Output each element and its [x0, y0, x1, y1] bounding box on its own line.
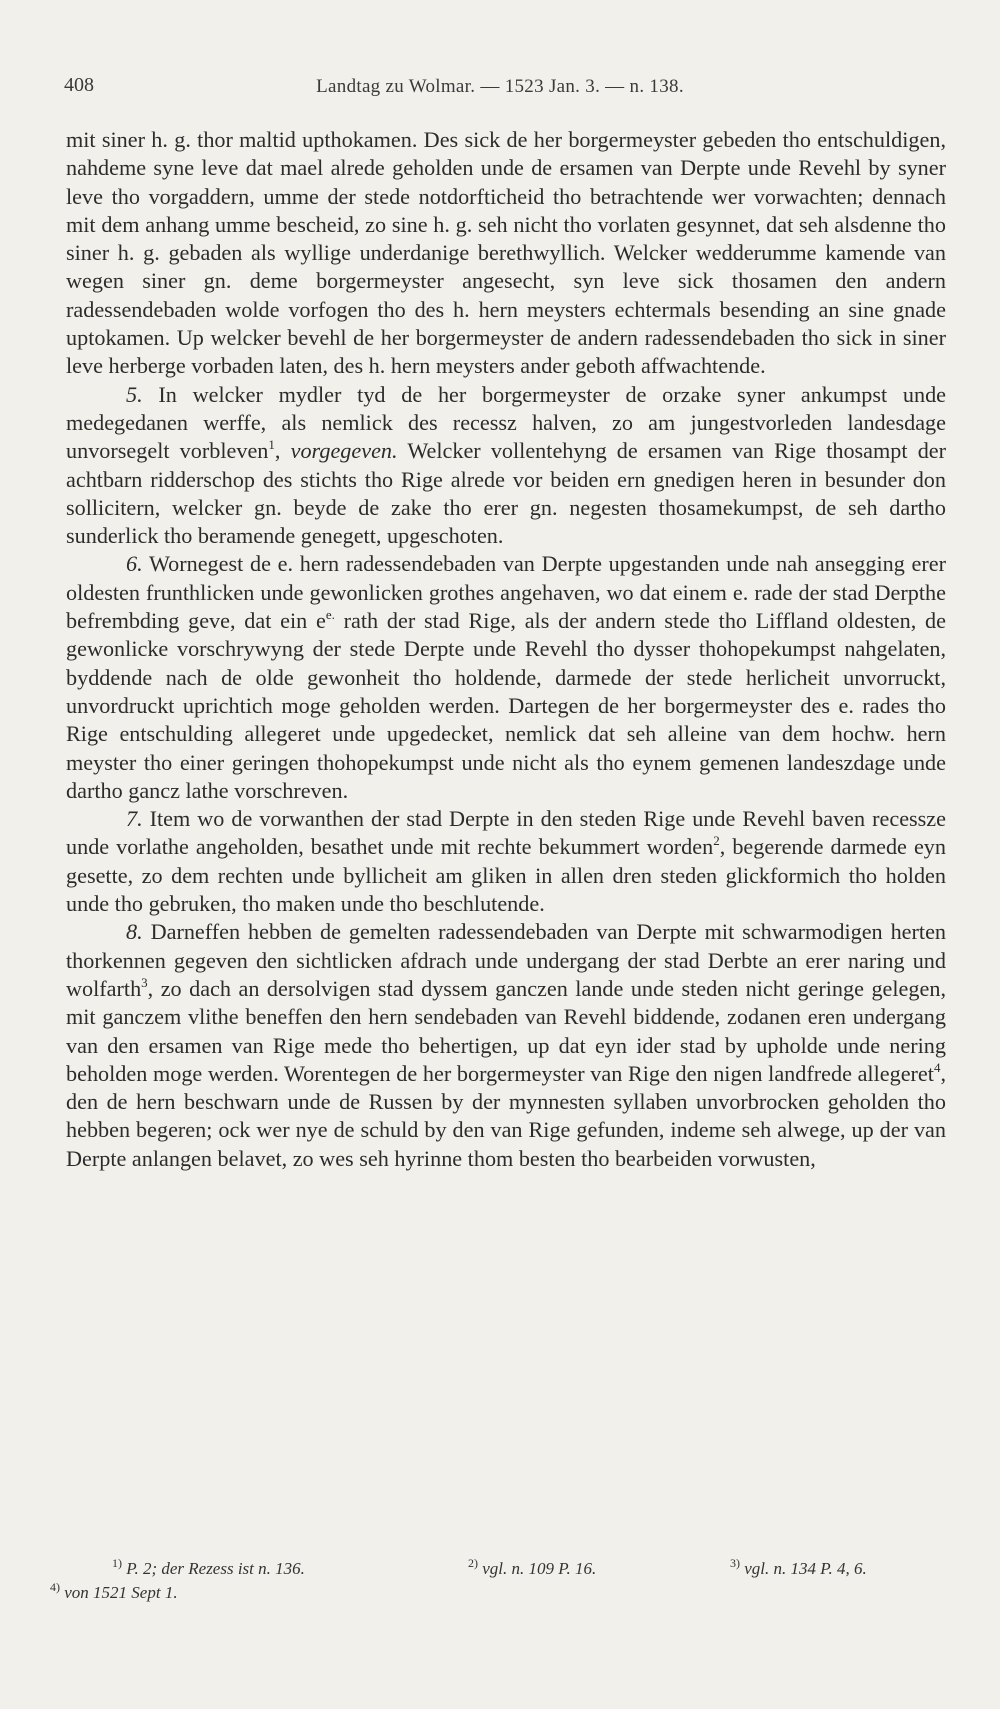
footnote-text: von 1521 Sept 1.	[64, 1583, 178, 1602]
footnote-ref: 3	[141, 974, 148, 990]
paragraph-5	[66, 381, 946, 551]
running-title: Landtag zu Wolmar. — 1523 Jan. 3. — n. 138.	[316, 76, 684, 97]
body-text	[66, 126, 946, 1173]
footnote-ref: 1	[268, 437, 275, 453]
footnote-text: vgl. n. 109 P. 16.	[482, 1559, 597, 1578]
footnote-mark: 2)	[468, 1556, 478, 1570]
footnote-ref: 4	[933, 1059, 941, 1075]
paragraph-number: 5.	[126, 381, 143, 407]
footnote-mark: 1)	[112, 1556, 122, 1570]
paragraph-text: Item wo de vorwanthen der stad Derpte in den steden Rige unde Revehl baven recessze unde vorlathe angeholden, besathet unde mit rechte bekummert worden	[66, 806, 947, 860]
page-number: 408	[64, 74, 94, 96]
paragraph-text: Darneffen hebben de gemelten radessendebaden van Derpte mit schwarmodigen herten thorkennen gegeven den sichtlicken afdrach unde undergang der stad Derbte an erer naring und wolfarth	[66, 919, 947, 1001]
paragraph-6	[66, 550, 946, 805]
paragraph-8	[66, 918, 946, 1173]
paragraph-text: , den de hern beschwarn unde de Russen by der mynnesten syllaben unvorbrocken geholden tho hebben begeren; ock wer nye de schuld by den van Rige gefunden, indeme seh alwege, up der van Derpte anlangen belavet, zo wes seh hyrinne thom besten tho bearbeiden vorwusten,	[66, 1060, 946, 1171]
paragraph-text: Welcker vollentehyng de ersamen van Rige thosampt der achtbarn ridderschop des stichts tho Rige alrede vor beiden ern gnedigen heren in besunder don sollicitern, welcker gn. beyde de zake tho erer gn. negesten thosamekumpst, de seh dartho sunderlick tho beramende genegett, upgeschoten.	[66, 438, 947, 549]
footnote-1	[112, 1557, 305, 1580]
paragraph-number: 7.	[126, 806, 143, 832]
paragraph-7	[66, 805, 946, 918]
paragraph-text: In welcker mydler tyd de her borgermeyster de orzake syner ankumpst unde medegedanen werffe, als nemlick des recessz halven, zo am jungestvorleden landesdage unvorsegelt vorbleven	[66, 381, 947, 464]
footnote-4	[50, 1581, 178, 1604]
footnote-2	[468, 1557, 596, 1580]
footnote-ref: 2	[713, 833, 720, 849]
paragraph-text: Wornegest de e. hern radessendebaden van Derpte upgestanden unde nah ansegging erer oldesten frunthlicken unde gewonlicken grothes angehaven, wo dat einem e. rade der stad Derpthe befrembding geve, dat ein e	[66, 551, 946, 634]
paragraph-text: rath der stad Rige, als der andern stede tho Liffland oldesten, de gewonlicke vorschrywyng der stede Derpte unde Revehl tho dysser thohopekumpst nahgelaten, byddende nach de olde gewonheit tho holdende, darmede der stede herlicheit unvorruckt, unvordruckt uprichtich moge geholden werden. Dartegen de her borgermeyster des e. rades tho Rige entschulding allegeret unde upgedecket, nemlick dat seh alleine van dem hochw. hern meyster tho einer geringen thohopekumpst unde nicht als tho eynem gemenen landeszdage unde dartho gancz lathe vorschreven.	[66, 608, 946, 803]
footnote-3	[730, 1557, 867, 1580]
superscript-e: e.	[325, 607, 335, 623]
paragraph-text: , zo dach an dersolvigen stad dyssem ganczen lande unde steden nicht geringe gelegen, mit ganczem vlithe beneffen den hern sendebaden van Revehl biddende, zodanen eren undergang van den ersamen van Rige mede tho behertigen, up dat eyn ider stad by upholde unde nering beholden moge werden. Worentegen de her borgermeyster van Rige den nigen landfrede allegeret	[66, 975, 946, 1086]
paragraph-text: , begerende darmede eyn gesette, zo dem rechten unde byllicheit am gliken in allen dren steden glickformich tho holden unde tho gebruken, tho maken unde tho beschlutende.	[66, 834, 946, 917]
footnote-row	[50, 1581, 950, 1605]
page-header	[64, 74, 936, 104]
footnote-row	[50, 1557, 950, 1581]
footnotes	[50, 1557, 950, 1605]
italic-text: vorgegeven.	[290, 438, 398, 464]
paragraph-number: 6.	[126, 551, 143, 577]
footnote-mark: 3)	[730, 1556, 740, 1570]
footnote-text: P. 2; der Rezess ist n. 136.	[126, 1559, 305, 1578]
paragraph-number: 8.	[126, 919, 143, 945]
footnote-text: vgl. n. 134 P. 4, 6.	[744, 1559, 867, 1578]
footnote-mark: 4)	[50, 1580, 60, 1594]
intro-paragraph: mit siner h. g. thor maltid upthokamen. Des sick de her borgermeyster gebeden tho entschuldigen, nahdeme syne leve dat mael alrede geholden unde de ersamen van Derpte unde Revehl by syner leve tho vorgaddern, umme der stede notdorfticheid tho betrachtende wer vorwachten; dennach mit dem anhang umme bescheid, zo sine h. g. seh nicht tho vorlaten gesynnet, dat seh alsdenne tho siner h. g. gebaden als wyllige underdanige berethwyllich. Welcker wedderumme kamende van wegen siner gn. deme borgermeyster angesecht, syn leve sick thosamen den andern radessendebaden wolde vorfogen tho des h. hern meysters echtermals besending an sine gnade uptokamen. Up welcker bevehl de her borgermeyster de andern radessendebaden tho sick in siner leve herberge vorbaden laten, des h. hern meysters ander geboth affwachtende.	[66, 127, 946, 379]
paragraph-text: ,	[274, 438, 291, 464]
